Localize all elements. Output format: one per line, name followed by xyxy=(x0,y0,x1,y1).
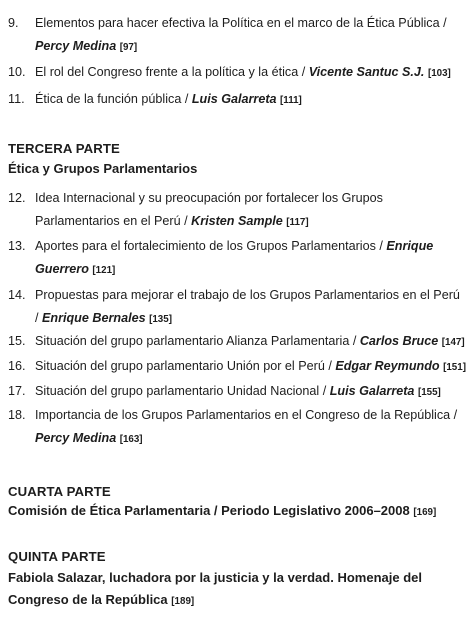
entry-page: [103] xyxy=(427,68,451,79)
entry-author: Vicente Santuc S.J. xyxy=(308,65,425,79)
entry-author: Kristen Sample xyxy=(191,213,283,228)
toc-entry-17 xyxy=(8,380,466,405)
entry-title: El rol del Congreso frente a la política y la ética / xyxy=(35,65,309,79)
part-three-heading: TERCERA PARTE xyxy=(8,141,120,156)
toc-entry-16 xyxy=(8,355,466,380)
entry-page: [163] xyxy=(119,433,143,445)
entry-number: 9. xyxy=(8,16,19,30)
part-three-subtitle: Ética y Grupos Parlamentarios xyxy=(8,161,198,176)
entry-title: Situación del grupo parlamentario Unión por el Perú / xyxy=(35,359,336,373)
toc-entry-13 xyxy=(8,235,466,282)
toc-entry-9 xyxy=(8,12,466,59)
entry-title: Situación del grupo parlamentario Unidad Nacional / xyxy=(35,384,330,398)
entry-title: Elementos para hacer efectiva la Política en el marco de la Ética Pública / xyxy=(35,16,447,30)
toc-entry-15 xyxy=(8,330,466,355)
entry-author: Enrique Bernales xyxy=(42,310,146,325)
toc-entry-11 xyxy=(8,88,466,113)
entry-title: Ética de la función pública / xyxy=(35,92,192,106)
entry-author: Percy Medina xyxy=(35,430,117,445)
entry-number: 14. xyxy=(8,288,26,302)
part-four-title: Comisión de Ética Parlamentaria / Periodo Legislativo 2006–2008 xyxy=(8,503,410,518)
entry-title: Situación del grupo parlamentario Alianza Parlamentaria / xyxy=(35,334,360,348)
toc-entry-18 xyxy=(8,404,466,451)
part-five-title: Fabiola Salazar, luchadora por la justicia y la verdad. Homenaje del Congreso de la República xyxy=(8,570,422,607)
entry-author: Luis Galarreta xyxy=(191,92,277,106)
toc-entry-14 xyxy=(8,284,466,331)
entry-author: Luis Galarreta xyxy=(329,384,415,398)
entry-number: 17. xyxy=(8,384,26,398)
entry-number: 13. xyxy=(8,239,26,253)
part-five-subtitle xyxy=(8,567,468,613)
entry-number: 15. xyxy=(8,334,26,348)
entry-title: Propuestas para mejorar el trabajo de los Grupos Parlamentarios en el Perú / xyxy=(35,288,460,325)
entry-page: [151] xyxy=(443,362,466,373)
entry-page: [117] xyxy=(286,216,309,228)
entry-author: Percy Medina xyxy=(35,38,117,53)
entry-number: 10. xyxy=(8,65,26,79)
entry-number: 12. xyxy=(8,191,26,205)
entry-title: Importancia de los Grupos Parlamentarios en el Congreso de la República / xyxy=(35,408,458,422)
entry-number: 18. xyxy=(8,408,26,422)
entry-page: [111] xyxy=(280,95,302,106)
entry-page: [147] xyxy=(441,337,465,348)
entry-author: Edgar Reymundo xyxy=(335,359,440,373)
toc-entry-12 xyxy=(8,187,466,234)
entry-author: Carlos Bruce xyxy=(359,334,439,348)
entry-title: Aportes para el fortalecimiento de los Grupos Parlamentarios / xyxy=(35,239,387,253)
entry-author: Enrique Guerrero xyxy=(35,239,434,276)
entry-number: 11. xyxy=(8,92,25,106)
part-four-subtitle xyxy=(8,500,468,524)
entry-page: [97] xyxy=(119,41,138,53)
entry-title: Idea Internacional y su preocupación por fortalecer los Grupos Parlamentarios en el Perú / xyxy=(35,191,383,228)
entry-page: [121] xyxy=(92,264,116,276)
entry-page: [155] xyxy=(417,387,441,398)
part-five-page: [189] xyxy=(171,596,195,607)
part-four-heading: CUARTA PARTE xyxy=(8,484,111,499)
entry-page: [135] xyxy=(149,313,172,325)
entry-number: 16. xyxy=(8,359,26,373)
part-four-page: [169] xyxy=(413,507,437,518)
toc-entry-10 xyxy=(8,61,466,86)
part-five-heading: QUINTA PARTE xyxy=(8,549,106,564)
